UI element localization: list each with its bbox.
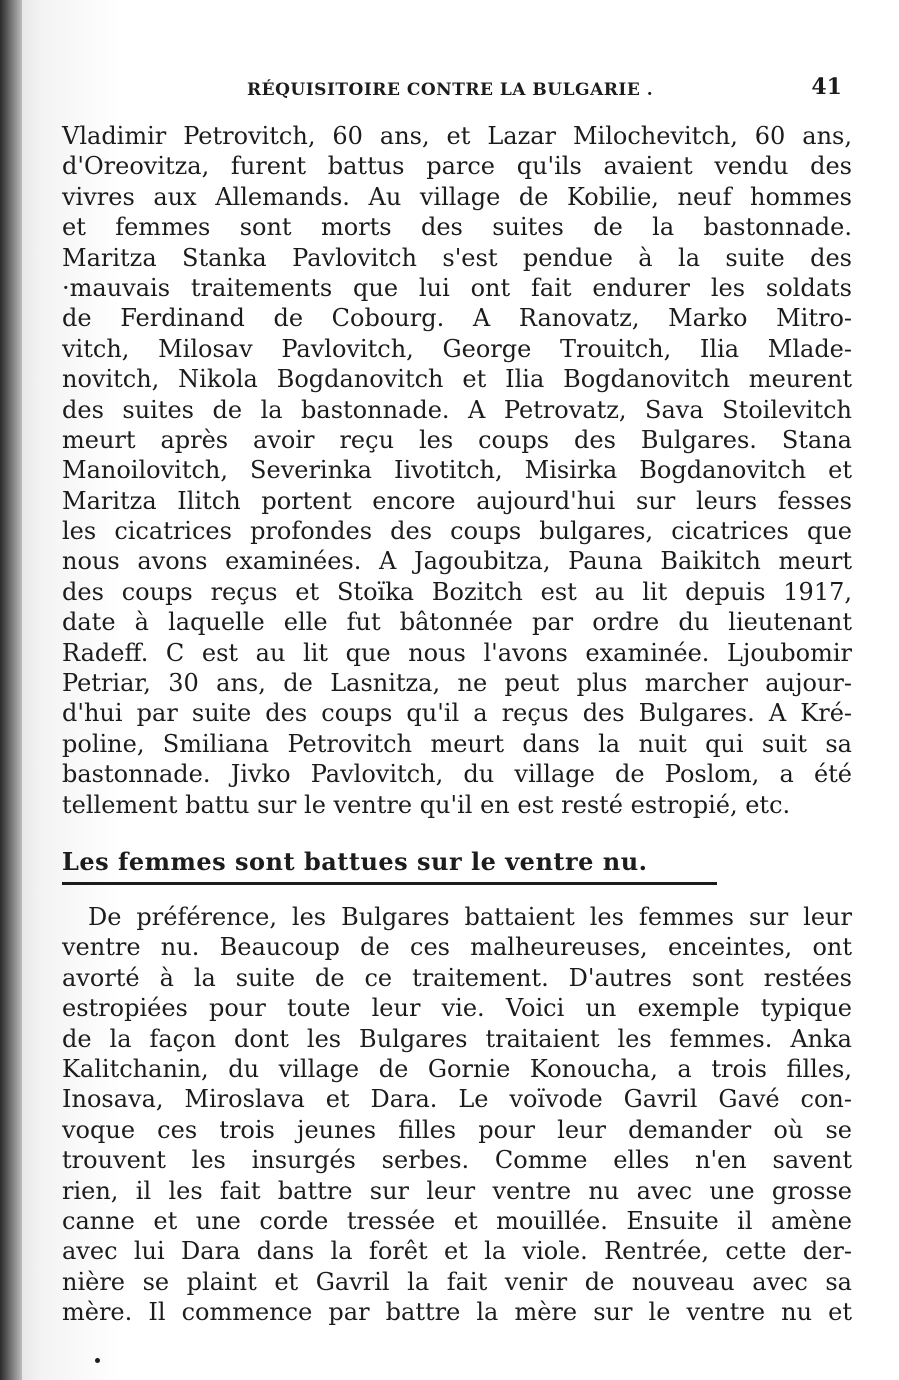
- text-line: vivres aux Allemands. Au village de Kobilie, neuf hommes: [62, 182, 852, 211]
- text-line: bastonnade. Jivko Pavlovitch, du village de Poslom, a été: [62, 760, 852, 789]
- running-header: [62, 74, 852, 104]
- text-line: canne et une corde tressée et mouillée. Ensuite il amène: [62, 1206, 852, 1235]
- running-title: RÉQUISITOIRE CONTRE LA BULGARIE .: [247, 80, 654, 100]
- text-line: Kalitchanin, du village de Gornie Konoucha, a trois filles,: [62, 1054, 852, 1083]
- text-line: mère. Il commence par battre la mère sur le ventre nu et: [62, 1298, 852, 1327]
- text-line: des coups reçus et Stoïka Bozitch est au lit depuis 1917,: [62, 577, 852, 606]
- page-number: 41: [811, 74, 842, 100]
- text-line: voque ces trois jeunes filles pour leur demander où se: [62, 1115, 852, 1144]
- text-line: vitch, Milosav Pavlovitch, George Trouitch, Ilia Mlade-: [62, 334, 852, 363]
- text-line: novitch, Nikola Bogdanovitch et Ilia Bogdanovitch meurent: [62, 365, 852, 394]
- text-line: des suites de la bastonnade. A Petrovatz, Sava Stoilevitch: [62, 395, 852, 424]
- text-line: d'hui par suite des coups qu'il a reçus des Bulgares. A Kré-: [62, 699, 852, 728]
- text-line: Inosava, Miroslava et Dara. Le voïvode Gavril Gavé con-: [62, 1085, 852, 1114]
- text-line: meurt après avoir reçu les coups des Bulgares. Stana: [62, 425, 852, 454]
- text-line: tellement battu sur le ventre qu'il en est resté estropié, etc.: [62, 790, 791, 819]
- text-line: d'Oreovitza, furent battus parce qu'ils avaient vendu des: [62, 152, 852, 181]
- paragraph-1: [62, 121, 852, 820]
- text-line: de la façon dont les Bulgares traitaient les femmes. Anka: [62, 1024, 852, 1053]
- text-line: de Ferdinand de Cobourg. A Ranovatz, Marko Mitro-: [62, 304, 852, 333]
- text-line: rien, il les fait battre sur leur ventre nu avec une grosse: [62, 1176, 852, 1205]
- text-line: Maritza Ilitch portent encore aujourd'hui sur leurs fesses: [62, 486, 852, 515]
- ink-speck: [95, 1358, 100, 1363]
- text-line: date à laquelle elle fut bâtonnée par ordre du lieutenant: [62, 608, 852, 637]
- text-line: avec lui Dara dans la forêt et la viole. Rentrée, cette der-: [62, 1237, 852, 1266]
- text-line: trouvent les insurgés serbes. Comme elles n'en savent: [62, 1146, 852, 1175]
- text-line: Manoilovitch, Severinka Iivotitch, Misirka Bogdanovitch et: [62, 456, 852, 485]
- binding-shadow: [0, 0, 22, 1380]
- heading-underline: [62, 882, 717, 885]
- text-line: estropiées pour toute leur vie. Voici un exemple typique: [62, 994, 852, 1023]
- text-line: Maritza Stanka Pavlovitch s'est pendue à la suite des: [62, 243, 852, 272]
- text-line: nière se plaint et Gavril la fait venir de nouveau avec sa: [62, 1267, 852, 1296]
- text-line: ventre nu. Beaucoup de ces malheureuses, enceintes, ont: [62, 933, 852, 962]
- text-line: poline, Smiliana Petrovitch meurt dans la nuit qui suit sa: [62, 729, 852, 758]
- text-line: Radeff. C est au lit que nous l'avons examinée. Ljoubomir: [62, 638, 852, 667]
- text-line: et femmes sont morts des suites de la bastonnade.: [62, 213, 852, 242]
- text-line: Vladimir Petrovitch, 60 ans, et Lazar Milochevitch, 60 ans,: [62, 122, 852, 150]
- text-line: avorté à la suite de ce traitement. D'autres sont restées: [62, 963, 852, 992]
- paragraph-2: [62, 902, 852, 1327]
- text-line: nous avons examinées. A Jagoubitza, Pauna Baikitch meurt: [62, 547, 852, 576]
- section-heading: Les femmes sont battues sur le ventre nu.: [62, 847, 648, 876]
- text-line: ·mauvais traitements que lui ont fait endurer les soldats: [62, 273, 852, 302]
- text-line: De préférence, les Bulgares battaient les femmes sur leur: [88, 903, 852, 931]
- text-line: Petriar, 30 ans, de Lasnitza, ne peut plus marcher aujour-: [62, 669, 852, 698]
- text-line: les cicatrices profondes des coups bulgares, cicatrices que: [62, 517, 852, 546]
